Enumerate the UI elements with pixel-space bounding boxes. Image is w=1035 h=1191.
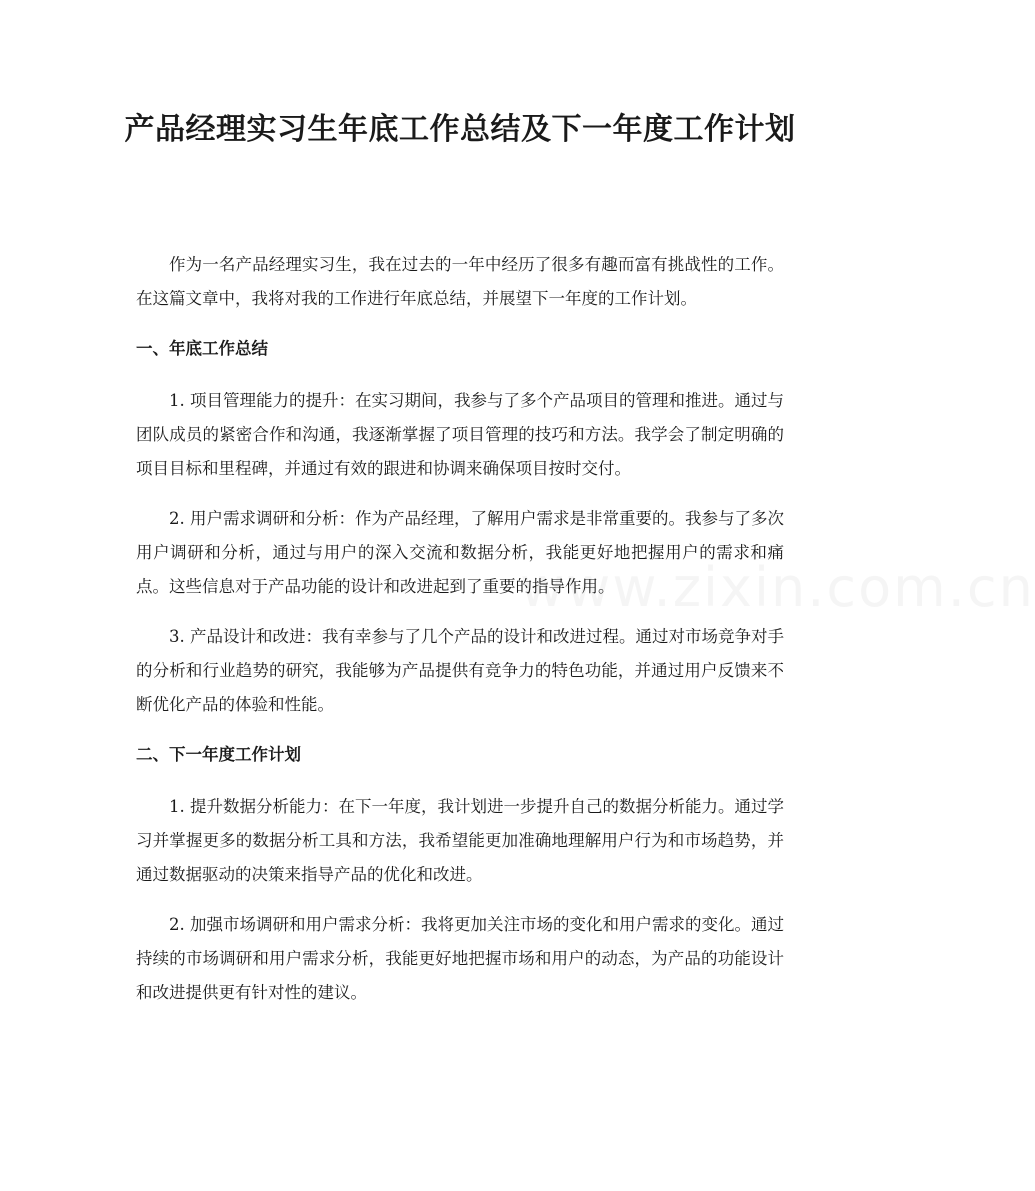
document-title: 产品经理实习生年底工作总结及下一年度工作计划 <box>124 112 796 147</box>
watermark: www.zixin.com.cn <box>520 556 1035 619</box>
summary-paragraph-1: 1. 项目管理能力的提升：在实习期间，我参与了多个产品项目的管理和推进。通过与团队成员的紧密合作和沟通，我逐渐掌握了项目管理的技巧和方法。我学会了制定明确的项目目标和里程碑，并通过有效的跟进和协调来确保项目按时交付。 <box>136 391 784 478</box>
document-body <box>136 248 784 1026</box>
plan-paragraph-2: 2. 加强市场调研和用户需求分析：我将更加关注市场的变化和用户需求的变化。通过持续的市场调研和用户需求分析，我能更好地把握市场和用户的动态，为产品的功能设计和改进提供更有针对性的建议。 <box>136 915 784 1002</box>
plan-paragraph-1: 1. 提升数据分析能力：在下一年度，我计划进一步提升自己的数据分析能力。通过学习并掌握更多的数据分析工具和方法，我希望能更加准确地理解用户行为和市场趋势，并通过数据驱动的决策来指导产品的优化和改进。 <box>136 797 784 884</box>
section-heading-plan: 二、下一年度工作计划 <box>136 745 301 764</box>
summary-paragraph-3: 3. 产品设计和改进：我有幸参与了几个产品的设计和改进过程。通过对市场竞争对手的分析和行业趋势的研究，我能够为产品提供有竞争力的特色功能，并通过用户反馈来不断优化产品的体验和性能。 <box>136 627 784 714</box>
section-heading-summary: 一、年底工作总结 <box>136 339 268 358</box>
intro-paragraph: 作为一名产品经理实习生，我在过去的一年中经历了很多有趣而富有挑战性的工作。在这篇文章中，我将对我的工作进行年底总结，并展望下一年度的工作计划。 <box>136 255 784 308</box>
summary-paragraph-2: 2. 用户需求调研和分析：作为产品经理，了解用户需求是非常重要的。我参与了多次用户调研和分析，通过与用户的深入交流和数据分析，我能更好地把握用户的需求和痛点。这些信息对于产品功能的设计和改进起到了重要的指导作用。 <box>136 509 784 596</box>
